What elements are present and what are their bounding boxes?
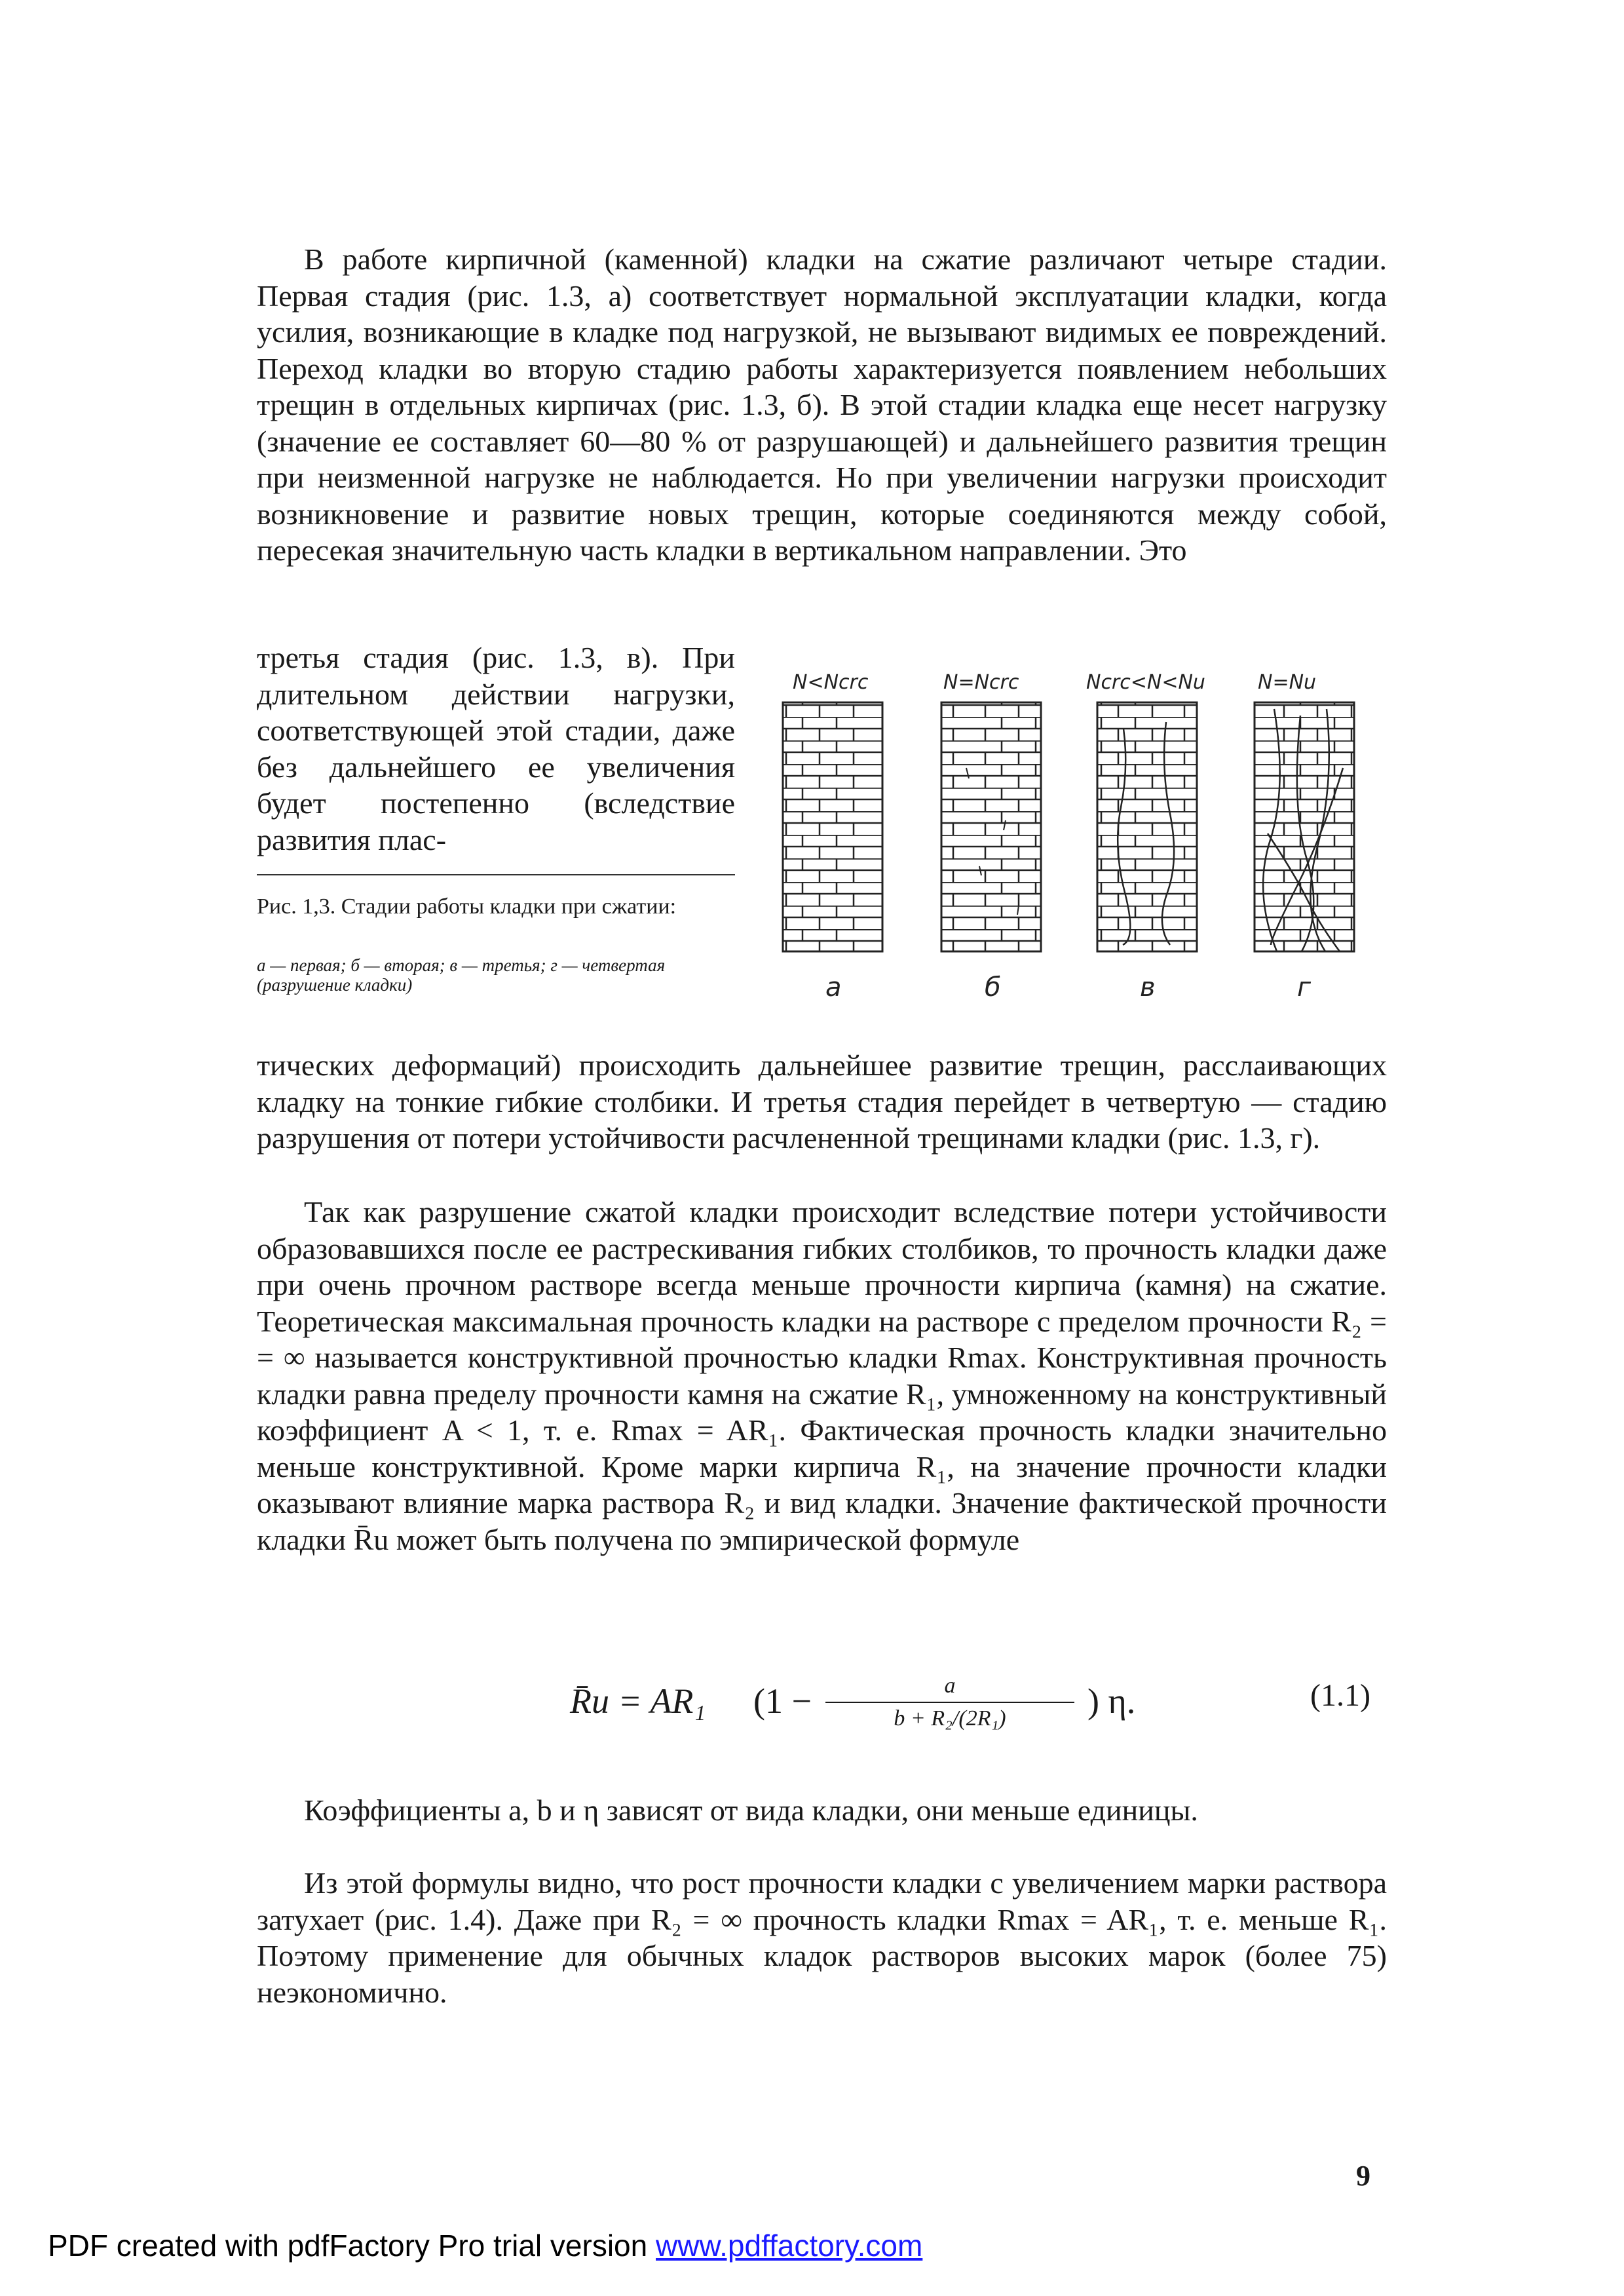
formula-number: (1.1) xyxy=(1310,1678,1370,1713)
paragraph-2: тических деформаций) происходить дальнейшее развитие трещин, расслаивающих кладку на тонкие гибкие столбики. И третья стадия перейдет в четвертую — стадию разрушения от потери устойчивости расчлененной трещинами кладки (рис. 1.3, г). xyxy=(257,1048,1387,1155)
letter-b: б xyxy=(985,972,1001,1003)
figure-legend: а — первая; б — вторая; в — третья; г — четвертая (разрушение кладки) xyxy=(257,955,666,995)
page-number: 9 xyxy=(1356,2160,1370,2192)
formula-close: ) η. xyxy=(1087,1681,1136,1721)
figure-1-3 xyxy=(770,670,1387,1010)
caption-divider xyxy=(257,874,735,875)
letter-v: в xyxy=(1140,972,1156,1003)
formula-open: (1 − xyxy=(753,1681,812,1721)
formula-lhs: R̄u = AR₁ xyxy=(570,1681,706,1721)
column-b xyxy=(941,702,1041,951)
paragraph-5: Из этой формулы видно, что рост прочности кладки с увеличением марки раствора затухает (рис. 1.4). Даже при R₂ = ∞ прочность кладки Rmax = AR₁, т. е. меньше R₁. Поэтому применение для обычных кладок растворов высоких марок (более 75) неэкономично. xyxy=(257,1866,1387,2009)
formula-denominator: b + R₂/(2R₁) xyxy=(894,1706,1006,1731)
formula-fraction xyxy=(825,1672,1074,1733)
column-c xyxy=(1097,702,1197,951)
formula-numerator: a xyxy=(944,1674,956,1698)
paragraph-1-wrap: третья стадия (рис. 1.3, в). При длительном действии нагрузки, соответствующей этой стадии, даже без дальнейшего ее увеличения будет постепенно (вследствие развития плас- xyxy=(257,641,735,856)
formula-fraction-bar xyxy=(825,1702,1074,1703)
column-d xyxy=(1255,702,1354,951)
column-a xyxy=(783,702,882,951)
pdf-footer xyxy=(48,2228,922,2263)
letter-g: г xyxy=(1297,972,1312,1003)
figure-caption: Рис. 1,3. Стадии работы кладки при сжатии: xyxy=(257,894,677,919)
formula-1-1 xyxy=(570,1674,1225,1753)
footer-link[interactable]: www.pdffactory.com xyxy=(656,2229,923,2263)
label-stage-4: N=Nu xyxy=(1258,671,1317,694)
label-stage-2: N=Ncrc xyxy=(943,671,1019,694)
paragraph-3: Так как разрушение сжатой кладки происходит вследствие потери устойчивости образовавшихся после ее растрескивания гибких столбиков, то прочность кладки даже при очень прочном растворе всегда меньше прочности кирпича (камня) на сжатие. Теоретическая максимальная прочность кладки на растворе с пределом прочности R₂ = = ∞ называется конструктивной прочностью кладки Rmax. Конструктивная прочность кладки равна пределу прочности камня на сжатие R₁, умноженному на конструктивный коэффициент A < 1, т. е. Rmax = AR₁. Фактическая прочность кладки значительно меньше конструктивной. Кроме марки кирпича R₁, на значение прочности кладки оказывают влияние марка раствора R₂ и вид кладки. Значение фактической прочности кладки R̄u может быть получена по эмпирической формуле xyxy=(257,1195,1387,1556)
paragraph-4: Коэффициенты a, b и η зависят от вида кладки, они меньше единицы. xyxy=(304,1793,1198,1827)
masonry-columns-drawing xyxy=(770,670,1387,958)
label-stage-3: Ncrc<N<Nu xyxy=(1086,671,1205,694)
footer-text: PDF created with pdfFactory Pro trial version xyxy=(48,2229,656,2263)
paragraph-1: В работе кирпичной (каменной) кладки на сжатие различают четыре стадии. Первая стадия (рис. 1.3, а) соответствует нормальной эксплуатации кладки, когда усилия, возникающие в кладке под нагрузкой, не вызывают видимых ее повреждений. Переход кладки во вторую стадию работы характеризуется появлением небольших трещин в отдельных кирпичах (рис. 1.3, б). В этой стадии кладка еще несет нагрузку (значение ее составляет 60—80 % от разрушающей) и дальнейшего развития трещин при неизменной нагрузке не наблюдается. Но при увеличении нагрузки происходит возникновение и развитие новых трещин, которые соединяются между собой, пересекая значительную часть кладки в вертикальном направлении. Это xyxy=(257,242,1387,567)
label-stage-1: N<Ncrc xyxy=(793,671,869,694)
letter-a: а xyxy=(825,972,842,1003)
